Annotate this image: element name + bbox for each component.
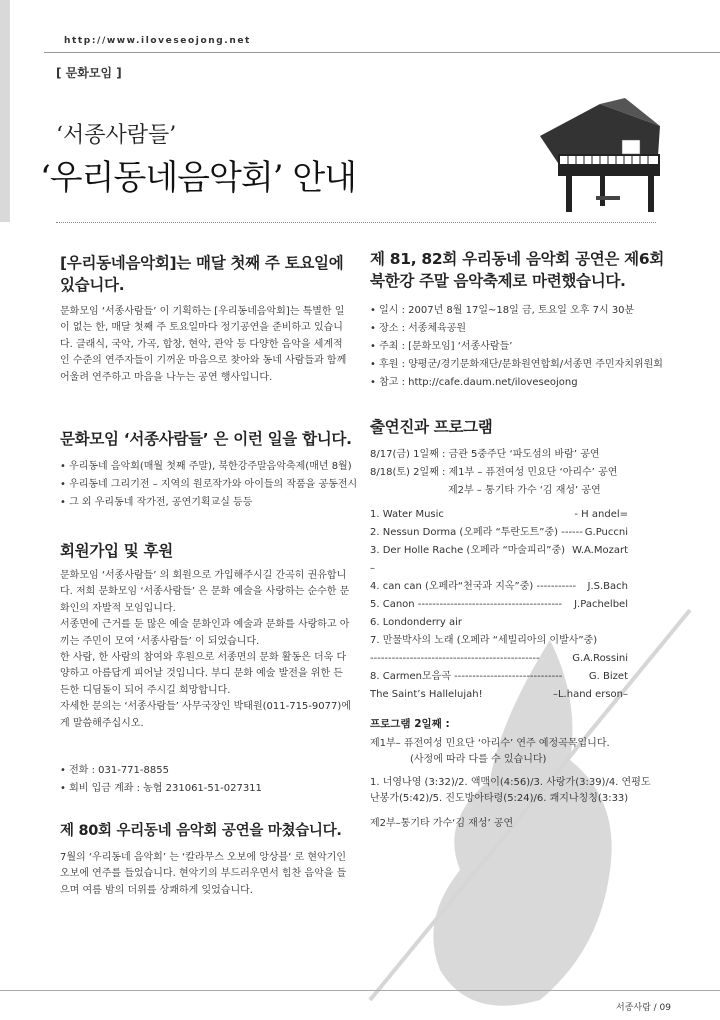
program-row (370, 524, 628, 542)
right-heading-2: 출연진과 프로그램 (370, 418, 493, 436)
membership-text (60, 568, 352, 732)
program-row (370, 578, 628, 596)
program-row (370, 668, 628, 686)
section-tag: [ 문화모임 ] (56, 66, 122, 80)
program-row (370, 614, 628, 632)
program-title: ----------------------------------------------- (370, 653, 540, 664)
contact-list (60, 762, 352, 798)
program-title: The Saint’s Hallelujah! (370, 689, 483, 700)
program-composer: G.Puccni (584, 527, 628, 538)
program-list (370, 506, 632, 704)
program-day2-part2: 제2부–통기타 가수‘김 재성’ 공연 (370, 817, 514, 829)
program-day2-note: (사정에 따라 다를 수 있습니다) (410, 754, 547, 766)
program-row (370, 542, 628, 578)
schedule-day2: 8/18(토) 2일째 : 제1부 – 퓨전여성 민요단 ‘아리수’ 공연 (370, 467, 618, 478)
program-composer: J.Pachelbel (574, 599, 628, 610)
header-rule (44, 52, 720, 53)
program-composer: –L.hand erson– (552, 689, 628, 700)
event-info (370, 302, 670, 392)
info-sponsor: • 후원 : 양평군/경기문화재단/문화원연합회/서종면 주민자치위원회 (370, 359, 663, 370)
activity-list (60, 458, 360, 512)
program-row (370, 686, 628, 704)
program-title: 1. Water Music (370, 509, 444, 520)
info-place: • 장소 : 서종체육공원 (370, 323, 467, 334)
program-row (370, 596, 628, 614)
left-paragraph-1: 문화모임 ‘서종사람들’ 이 기획하는 [우리동네음악회]는 특별한 일이 없는 한, 매달 첫째 주 토요일마다 정기공연을 준비하고 있습니다. 클래식, 국악, 가곡, 합창, 현악, 관악 등 다양한 음악을 세계적인 수준의 연주자들이 기꺼운 마음으로 찾아와 동네 사람들과 함께 어울려 연주하고 마음을 나누는 공연 행사입니다. (60, 306, 347, 383)
title-line-1: ‘서종사람들’ (56, 123, 177, 148)
schedule-day2-part2: 제2부 – 통기타 가수 ‘김 재성’ 공연 (448, 485, 601, 496)
program-day2-line: 제1부– 퓨전여성 민요단 ‘아리수’ 연주 예정곡목입니다. (370, 738, 610, 749)
program-composer: G.A.Rossini (572, 653, 628, 664)
program-row (370, 506, 628, 524)
program-title: 5. Canon ---------------------------------------- (370, 599, 563, 610)
program-composer: W.A.Mozart (572, 545, 628, 556)
program-title: 6. Londonderry air (370, 617, 463, 628)
phone: • 전화 : 031-771-8855 (60, 765, 169, 776)
schedule-day1: 8/17(금) 1일째 : 금관 5중주단 ‘파도섬의 바람’ 공연 (370, 449, 600, 460)
membership-paragraph: 한 사람, 한 사람의 참여와 후원으로 서종면의 문화 활동은 더욱 다양하고 아름답게 피어날 것입니다. 부디 문화 예술 발전을 위한 든든한 디딤돌이 되어 주시길 희망합니다. (60, 652, 347, 696)
program-composer: - H andel= (574, 509, 628, 520)
left-heading-4: 제 80회 우리동네 음악회 공연을 마쳤습니다. (60, 823, 342, 839)
side-rule (0, 0, 10, 222)
program-title: 7. 만물박사의 노래 (오페라 “세빌리아의 이발사”중) (370, 635, 598, 646)
footer-rule (0, 990, 720, 991)
left-paragraph-4: 7월의 ‘우리동네 음악회’ 는 ‘칼라무스 오보에 앙상블’ 로 현악기인 오보에 연주를 들었습니다. 현악기의 부드러우면서 힘찬 음악을 들으며 여름 밤의 더위를 상쾌하게 잊었습니다. (60, 852, 347, 896)
membership-paragraph: 서종면에 근거를 둔 많은 예술 문화인과 예술과 문화를 사랑하고 아끼는 주민이 모여 ‘서종사람들’ 이 되었습니다. (60, 619, 350, 647)
site-url[interactable]: http://www.iloveseojong.net (64, 36, 251, 46)
program-day2-title: 프로그램 2일째 : (370, 718, 450, 730)
program-title: 3. Der Holle Rache (오페라 “마술피리”중) – (370, 545, 566, 574)
page-title: ‘우리동네음악회’ 안내 (40, 158, 357, 198)
membership-paragraph: 문화모임 ‘서종사람들’ 의 회원으로 가입해주시길 간곡히 권유합니다. 저희 문화모임 ‘서종사람들’ 은 문화 예술을 사랑하는 순수한 문화인의 자발적 모임입니다. (60, 570, 350, 614)
list-item: • 우리동네 음악회(매월 첫째 주말), 북한강주말음악축제(매년 8월) (60, 461, 352, 472)
page-footer: 서종사람 / 09 (616, 1003, 671, 1013)
program-title: 2. Nessun Dorma (오페라 “투란도트”중) ------ (370, 527, 583, 538)
info-link[interactable]: • 참고 : http://cafe.daum.net/iloveseojong (370, 377, 578, 388)
left-heading-2: 문화모임 ‘서종사람들’ 은 이런 일을 합니다. (60, 430, 352, 448)
program-composer: G. Bizet (588, 671, 628, 682)
list-item: • 그 외 우리동네 작가전, 공연기획교실 등등 (60, 497, 253, 508)
program-composer: J.S.Bach (587, 581, 628, 592)
right-heading-1: 제 81, 82회 우리동네 음악회 공연은 제6회 북한강 주말 음악축제로 마련했습니다. (370, 250, 665, 290)
piano-illustration (530, 96, 670, 216)
bank-account: • 회비 입금 계좌 : 농협 231061-51-027311 (60, 783, 262, 794)
program-day2 (370, 736, 660, 832)
list-item: • 우리동네 그리기전 – 지역의 원로작가와 아이들의 작품을 공동전시 (60, 479, 358, 490)
program-title: 8. Carmen모음곡 ------------------------------ (370, 671, 563, 682)
schedule (370, 446, 670, 500)
program-day2-songs: 1. 너영나영 (3:32)/2. 액맥이(4:56)/3. 사랑가(3:39)/4. 연평도 난봉가(5:42)/5. 진도방아타령(5:24)/6. 쾌지나칭칭(3:33) (370, 776, 651, 805)
membership-paragraph: 자세한 문의는 ‘서종사람들’ 사무국장인 박태원(011-715-9077)에게 말씀해주십시오. (60, 701, 351, 729)
left-heading-1: [우리동네음악회]는 매달 첫째 주 토요일에 있습니다. (60, 254, 344, 294)
program-row (370, 632, 628, 650)
program-title: 4. can can (오페라“천국과 지옥”중) ----------- (370, 581, 577, 592)
left-heading-3: 회원가입 및 후원 (60, 542, 173, 560)
program-row (370, 650, 628, 668)
info-date: • 일시 : 2007년 8월 17일~18일 금, 토요일 오후 7시 30분 (370, 305, 635, 316)
info-host: • 주최 : [문화모임] ‘서종사람들’ (370, 341, 513, 352)
title-divider (56, 222, 656, 223)
